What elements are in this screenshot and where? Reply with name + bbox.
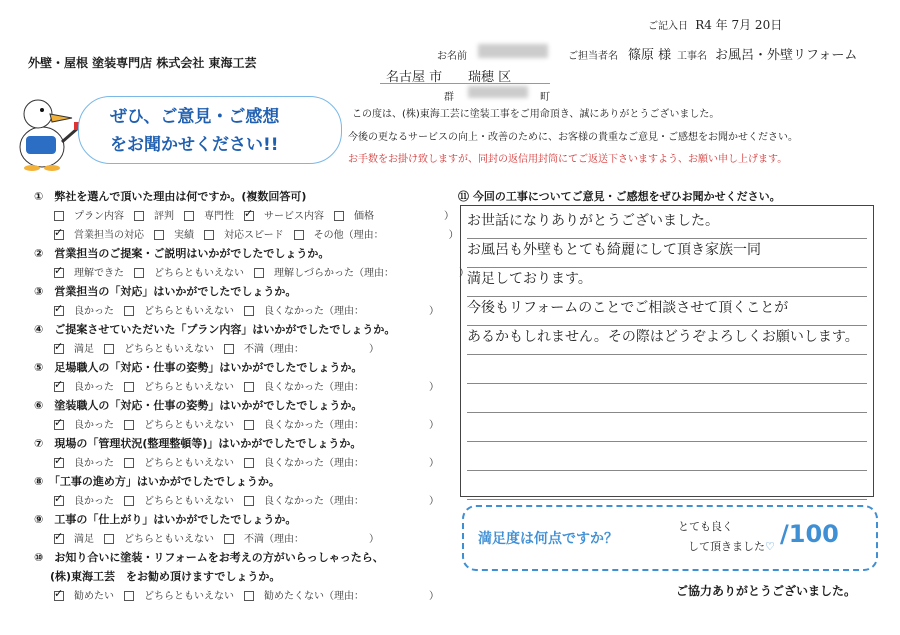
question-text: ご提案させていただいた「プラン内容」はいかがでしたでしょうか。: [54, 323, 396, 336]
checkbox[interactable]: [124, 306, 134, 316]
question-text: 工事の「仕上がり」はいかがでしたでしょうか。: [54, 513, 297, 526]
option-item[interactable]: [224, 534, 299, 545]
option-label: 良かった: [74, 496, 114, 507]
option-label: どちらともいえない: [144, 420, 234, 431]
checkbox[interactable]: [154, 230, 164, 240]
checkbox[interactable]: [134, 211, 144, 221]
reason-close: ）: [429, 382, 439, 393]
option-item[interactable]: [244, 458, 359, 469]
checkbox[interactable]: [54, 496, 64, 506]
checkbox[interactable]: [124, 591, 134, 601]
checkbox[interactable]: [224, 344, 234, 354]
checkbox[interactable]: [204, 230, 214, 240]
checkbox[interactable]: [244, 458, 254, 468]
option-row: [54, 492, 449, 507]
option-item[interactable]: [244, 420, 359, 431]
question-text: 現場の「管理状況(整理整頓等)」はいかがでしたでしょうか。: [54, 437, 362, 450]
option-label: 価格: [354, 211, 374, 222]
checkbox[interactable]: [124, 420, 134, 430]
reason-close: ）: [459, 268, 469, 279]
option-item[interactable]: [184, 211, 234, 222]
option-label: どちらともいえない: [144, 458, 234, 469]
option-row: [54, 207, 464, 222]
question-title: [34, 473, 280, 489]
reason-close: ）: [429, 591, 439, 602]
reason-close: ）: [369, 534, 379, 545]
option-item[interactable]: [54, 268, 124, 279]
intro-line-3: お手数をお掛け致しますが、同封の返信用封筒にてご返送下さいますよう、お願い申し上げます。: [348, 154, 788, 165]
reason-close: ）: [429, 496, 439, 507]
option-label: 不満（理由：: [244, 534, 299, 545]
question-title: [34, 397, 362, 413]
option-item[interactable]: [54, 382, 114, 393]
checkbox[interactable]: [104, 344, 114, 354]
option-item[interactable]: [124, 382, 234, 393]
option-item[interactable]: [244, 496, 359, 507]
option-row: [54, 587, 449, 602]
option-label: 良くなかった（理由：: [264, 458, 359, 469]
option-label: 勧めたい: [74, 591, 114, 602]
option-item[interactable]: [224, 344, 299, 355]
comment-line: [467, 471, 867, 500]
option-item[interactable]: [124, 458, 234, 469]
option-row: [54, 416, 449, 431]
question-title: [34, 511, 296, 527]
checkbox[interactable]: [54, 306, 64, 316]
satisfaction-score: /100: [780, 520, 839, 548]
option-item[interactable]: [104, 534, 214, 545]
checkbox[interactable]: [54, 420, 64, 430]
option-row: [54, 454, 449, 469]
option-label: 良かった: [74, 306, 114, 317]
option-label: 理解しづらかった（理由：: [274, 268, 389, 279]
option-label: 良くなかった（理由：: [264, 420, 359, 431]
work-value: お風呂・外壁リフォーム: [715, 48, 858, 63]
question-text: 弊社を選んで頂いた理由は何ですか。(複数回答可): [54, 190, 307, 203]
question-title: [34, 321, 395, 337]
question-text: 営業担当の「対応」はいかがでしたでしょうか。: [54, 285, 297, 298]
thanks-text: ご協力ありがとうございました。: [676, 584, 857, 598]
option-label: 評判: [154, 211, 174, 222]
checkbox[interactable]: [134, 268, 144, 278]
option-label: 良かった: [74, 420, 114, 431]
address-underline: [380, 83, 550, 84]
checkbox[interactable]: [244, 306, 254, 316]
question-number: ⑥: [34, 399, 55, 412]
question-number: ⑦: [34, 437, 55, 450]
checkbox[interactable]: [124, 496, 134, 506]
question-title: [34, 188, 306, 204]
option-item[interactable]: [334, 211, 374, 222]
intro-line-1: この度は、(株)東海工芸に塗装工事をご用命頂き、誠にありがとうございました。: [352, 109, 720, 120]
comment-line: 満足しております。: [467, 268, 867, 297]
checkbox[interactable]: [254, 268, 264, 278]
comment-line: [467, 384, 867, 413]
option-row: [54, 226, 469, 241]
option-item[interactable]: [54, 458, 114, 469]
question-title: [34, 245, 329, 261]
option-label: 満足: [74, 344, 94, 355]
question-text: お知り合いに塗装・リフォームをお考えの方がいらっしゃったら、: [54, 551, 384, 564]
checkbox[interactable]: [224, 534, 234, 544]
question-title: [34, 359, 362, 375]
reason-close: ）: [429, 420, 439, 431]
checkbox[interactable]: [54, 382, 64, 392]
option-item[interactable]: [54, 534, 94, 545]
option-item[interactable]: [244, 591, 359, 602]
checkbox[interactable]: [54, 211, 64, 221]
comment-line: 今後もリフォームのことでご相談させて頂くことが: [467, 297, 867, 326]
mascot-icon: [12, 92, 82, 172]
comment-line: [467, 413, 867, 442]
comment-line: あるかもしれません。その際はどうぞよろしくお願いします。: [467, 326, 867, 355]
checkbox[interactable]: [54, 458, 64, 468]
reason-close: ）: [369, 344, 379, 355]
option-item[interactable]: [54, 306, 114, 317]
question-text: 足場職人の「対応・仕事の姿勢」はいかがでしたでしょうか。: [54, 361, 363, 374]
satisfaction-comment-2: して頂きました♡: [688, 540, 775, 553]
comment-line: [467, 355, 867, 384]
option-row: [54, 264, 479, 279]
comment-line: [467, 442, 867, 471]
option-label: どちらともいえない: [154, 268, 244, 279]
option-label: その他（理由：: [313, 230, 379, 241]
intro-line-2: 今後の更なるサービスの向上・改善のために、お客様の貴重なご意見・ご感想をお聞かせください。: [348, 132, 798, 143]
option-item[interactable]: [54, 344, 94, 355]
checkbox[interactable]: [244, 591, 254, 601]
option-item[interactable]: [244, 211, 324, 222]
option-item[interactable]: [54, 420, 114, 431]
option-label: 理解できた: [74, 268, 124, 279]
option-label: プラン内容: [74, 211, 124, 222]
satisfaction-label: 満足度は何点ですか？: [478, 531, 618, 547]
option-label: どちらともいえない: [124, 344, 214, 355]
option-item[interactable]: [134, 211, 174, 222]
question-title: [34, 283, 296, 299]
checkbox[interactable]: [184, 211, 194, 221]
option-label: 良かった: [74, 458, 114, 469]
option-row: [54, 378, 449, 393]
checkbox[interactable]: [54, 344, 64, 354]
question-number: ②: [34, 247, 55, 260]
question-number: ⑩: [34, 551, 55, 564]
name-label: お名前: [437, 51, 467, 62]
option-item[interactable]: [124, 591, 234, 602]
name-redacted: [478, 44, 548, 58]
town-label: 町: [540, 92, 550, 103]
question-text: 塗装職人の「対応・仕事の姿勢」はいかがでしたでしょうか。: [54, 399, 363, 412]
option-item[interactable]: [154, 230, 194, 241]
staff-label: ご担当者名: [568, 51, 618, 62]
question-number: ⑤: [34, 361, 55, 374]
reason-close: ）: [448, 230, 459, 241]
option-label: 不満（理由：: [244, 344, 299, 355]
option-item[interactable]: [54, 230, 144, 241]
question-text: 営業担当のご提案・ご説明はいかがでしたでしょうか。: [54, 247, 330, 260]
question-text: 「工事の進め方」はいかがでしたでしょうか。: [54, 475, 280, 488]
option-label: 満足: [74, 534, 94, 545]
option-label: どちらともいえない: [144, 496, 234, 507]
option-row: [54, 302, 449, 317]
checkbox[interactable]: [104, 534, 114, 544]
option-item[interactable]: [124, 420, 234, 431]
option-label: 良くなかった（理由：: [264, 496, 359, 507]
question-number: ④: [34, 323, 55, 336]
checkbox[interactable]: [294, 230, 304, 240]
option-row: [54, 340, 389, 355]
option-label: 専門性: [204, 211, 234, 222]
question-number: ③: [34, 285, 55, 298]
option-label: どちらともいえない: [144, 591, 234, 602]
checkbox[interactable]: [244, 420, 254, 430]
option-label: サービス内容: [264, 211, 324, 222]
company-name: 外壁・屋根 塗装専門店 株式会社 東海工芸: [28, 56, 257, 70]
option-label: どちらともいえない: [124, 534, 214, 545]
date-field: ご記入日 R4 年 7月 20日: [648, 18, 783, 32]
checkbox[interactable]: [244, 496, 254, 506]
option-label: 実績: [174, 230, 194, 241]
option-label: 営業担当の対応: [74, 230, 144, 241]
checkbox[interactable]: [334, 211, 344, 221]
ward-value: 瑞穂 区: [468, 70, 512, 85]
option-item[interactable]: [104, 344, 214, 355]
checkbox[interactable]: [54, 591, 64, 601]
option-item[interactable]: [204, 230, 284, 241]
option-label: 良くなかった（理由：: [264, 306, 359, 317]
checkbox[interactable]: [244, 211, 254, 221]
comment-line: お世話になりありがとうございました。: [467, 210, 867, 239]
option-item[interactable]: [54, 591, 114, 602]
question-text-2: (株)東海工芸 をお勧め頂けますでしょうか。: [50, 570, 281, 583]
option-item[interactable]: [134, 268, 244, 279]
reason-close: ）: [429, 306, 439, 317]
staff-value: 篠原 様: [628, 48, 672, 63]
question-number: ⑨: [34, 513, 55, 526]
checkbox[interactable]: [244, 382, 254, 392]
district-label: 群: [444, 92, 454, 103]
comment-box: [460, 205, 874, 497]
question-title: [34, 435, 361, 451]
option-item[interactable]: [124, 306, 234, 317]
option-item[interactable]: [254, 268, 389, 279]
option-label: 対応スピード: [224, 230, 284, 241]
question-title: [34, 549, 384, 565]
option-row: [54, 530, 389, 545]
option-item[interactable]: [244, 382, 359, 393]
banner-line1: ぜひ、ご意見・ご感想: [110, 107, 280, 127]
option-label: 良かった: [74, 382, 114, 393]
banner-line2: をお聞かせください!!: [110, 135, 279, 155]
checkbox[interactable]: [124, 382, 134, 392]
option-label: 良くなかった（理由：: [264, 382, 359, 393]
checkbox[interactable]: [124, 458, 134, 468]
city-value: 名古屋 市: [386, 70, 443, 85]
option-item[interactable]: [54, 496, 114, 507]
option-label: 勧めたくない（理由：: [264, 591, 359, 602]
work-label: 工事名: [677, 51, 707, 62]
option-item[interactable]: [294, 230, 379, 241]
option-label: どちらともいえない: [144, 306, 234, 317]
comment-line: お風呂も外壁もとても綺麗にして頂き家族一同: [467, 239, 867, 268]
question-number: ①: [34, 190, 55, 203]
address-redacted: [468, 86, 528, 98]
checkbox[interactable]: [54, 230, 64, 240]
option-item[interactable]: [244, 306, 359, 317]
option-label: どちらともいえない: [144, 382, 234, 393]
option-item[interactable]: [54, 211, 124, 222]
reason-close: ）: [429, 458, 439, 469]
question-number: ⑧: [34, 475, 55, 488]
option-item[interactable]: [124, 496, 234, 507]
reason-close: ）: [444, 211, 454, 222]
checkbox[interactable]: [54, 534, 64, 544]
checkbox[interactable]: [54, 268, 64, 278]
satisfaction-comment-1: とても良く: [678, 520, 733, 533]
q11-title: ⑪ 今回の工事についてご意見・ご感想をぜひお聞かせください。: [458, 190, 781, 203]
